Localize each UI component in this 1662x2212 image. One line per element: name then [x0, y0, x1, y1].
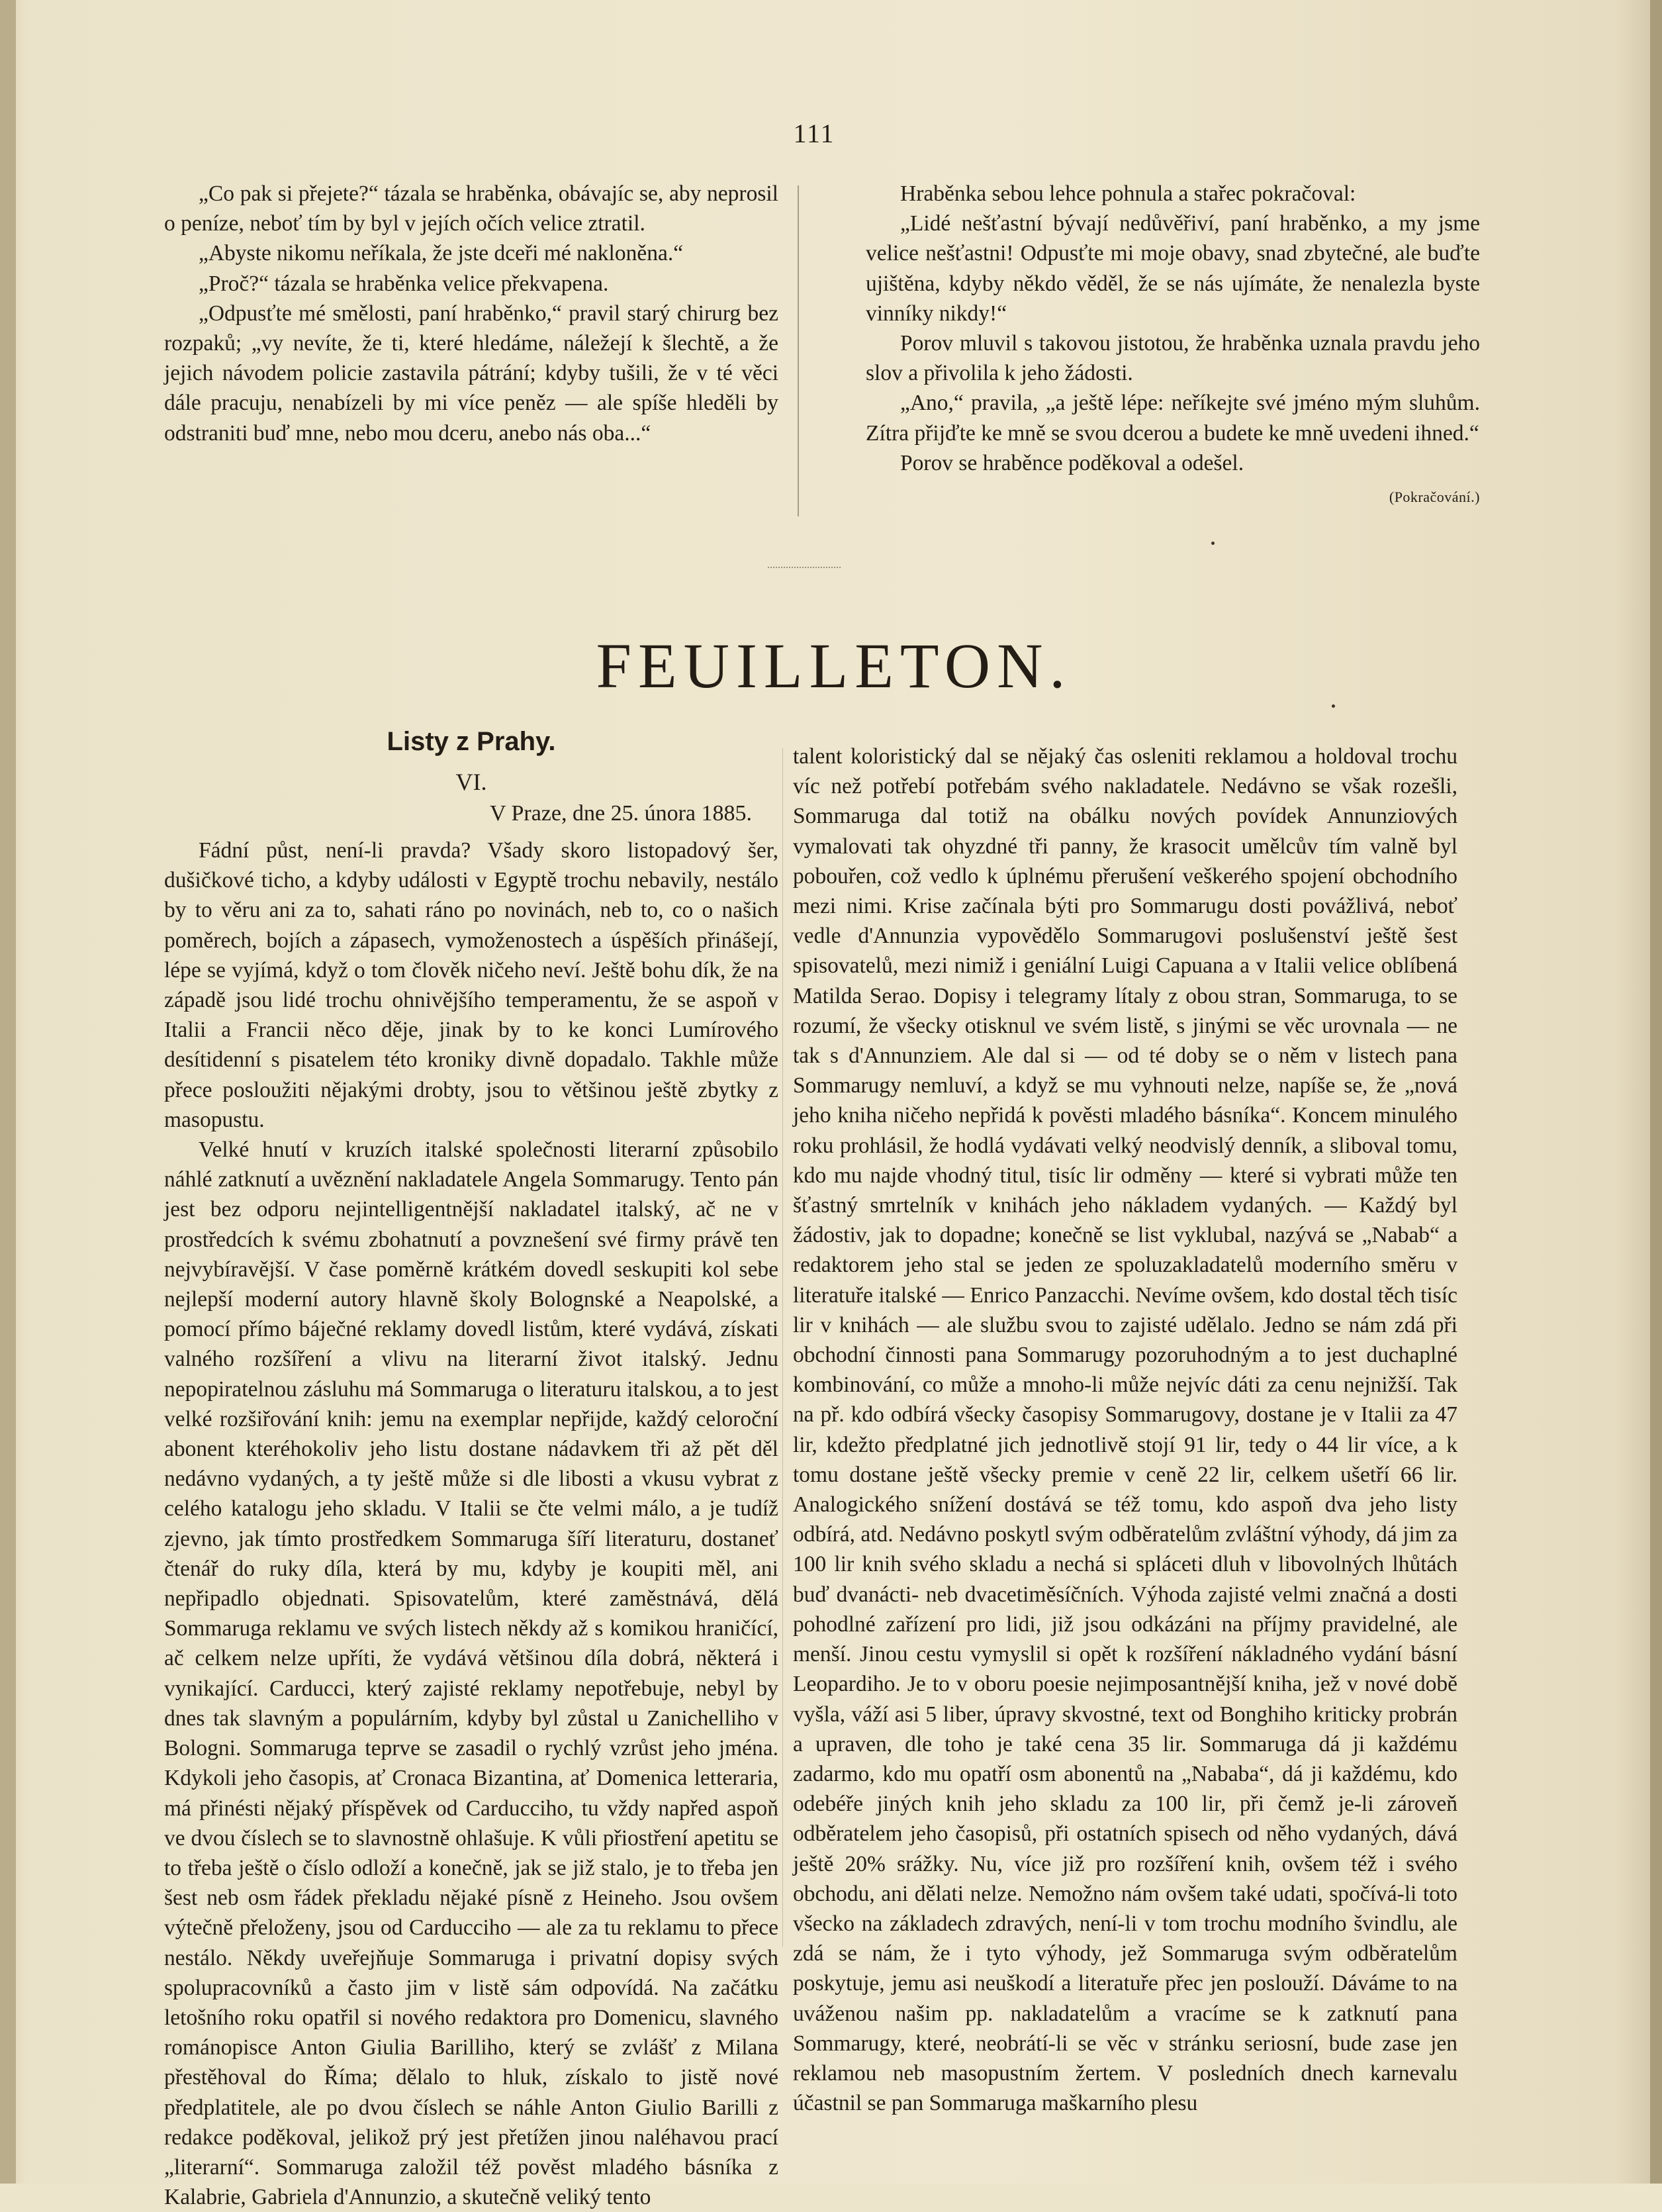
- page-number: 111: [793, 119, 835, 148]
- page-binding-edge: [0, 0, 16, 2184]
- story-paragraph: Porov se hraběnce poděkoval a odešel.: [900, 450, 1244, 475]
- print-speck: [1332, 704, 1335, 708]
- feuilleton-paragraph: Velké hnutí v kruzích italské společnosti literarní způsobilo náhlé zatknutí a uvěznění nakladatele Angela Sommarugy. Tento pán jest bez odporu nejintelligentnější nakladatel italský, ač ne v prostředcích k svému zbohatnutí a povznešení své firmy právě ten nejvybíravější. V čase poměrně krátkém dovedl seskupiti kol sebe nejlepší moderní autory hlavně školy Bolognské a Neapolské, a pomocí přímo báječné reklamy dovedl listům, které vydává, získati valného rozšíření a vlivu na literarní život italský. Jednu nepopiratelnou zásluhu má Sommaruga o literaturu italskou, a to jest velké rozšiřování knih: jemu na exemplar nepřijde, každý celoroční abonent kteréhokoliv jeho listu dostane nádavkem tři až pět děl nedávno vydaných, a ty ještě může si dle libosti a vkusu vybrat z celého katalogu jeho skladu. V Italii se čte velmi málo, a je tudíž zjevno, jak tímto prostředkem Sommaruga šíří literaturu, dostaneť čtenář do ruky díla, která by mu, kdyby je koupiti měl, ani nepřipadlo objednati. Spisovatelům, které zaměstnává, dělá Sommaruga reklamu ve svých listech někdy až s komikou hraničící, ač celkem nelze upříti, že vydává většinou díla dobrá, některá i vynikající. Carducci, který zajisté reklamy nepotřebuje, nebyl by dnes tak slavným a populárním, kdyby byl zůstal u Zanichelliho v Bologni. Sommaruga teprve se zasadil o rychlý vzrůst jeho jména. Kdykoli jeho časopis, ať Cronaca Bizantina, ať Domenica letteraria, má přinésti nějaký příspěvek od Carducciho, tu vždy napřed aspoň ve dvou číslech se to slavnostně ohlašuje. K vůli přiostření apetitu se to třeba ještě o číslo odloží a konečně, jak se již stalo, je to třeba jen šest neb osm řádek překladu nějaké písně z Heineho. Jsou ovšem výtečně přeloženy, jsou od Carducciho — ale za tu reklamu to přece nestálo. Někdy uveřejňuje Sommaruga i privatní dopisy svých spolupracovníků a často jim v listě sám odpovídá. Na začátku letošního roku opatřil si nového redaktora pro Domenicu, slavného románopisce Anton Giulia Barilliho, který se zvlášť z Milana přestěhoval do Říma; dělalo to hluk, získalo to jistě nové předplatitele, ale po dvou číslech se náhle Anton Giulio Barilli z redakce poděkoval, jelikož prý jest přetížen jinou naléhavou prací „literarní“. Sommaruga založil též pověst mladého básníka z Kalabrie, Gabriela d'Annunzio, a skutečně veliký tento: [164, 1137, 778, 2210]
- feuilleton-heading: FEUILLETON.: [596, 630, 1072, 701]
- feuilleton-column-right: [793, 742, 1457, 2118]
- article-number: VI.: [455, 769, 487, 795]
- story-paragraph: Porov mluvil s takovou jistotou, že hraběnka uznala pravdu jeho slov a přivolila k jeho žádosti.: [866, 331, 1480, 386]
- feuilleton-paragraph: Fádní půst, není-li pravda? Všady skoro listopadový šer, dušičkové ticho, a kdyby události v Egyptě trochu nebavily, nestálo by to věru ani za to, sahati ráno po novinách, neb to, co o našich poměrech, bojích a zápasech, vymoženostech a úspěších přinášejí, lépe se vyjímá, když o tom člověk ničeho neví. Ještě bohu dík, že na západě jsou lidé trochu ohnivějšího temperamentu, že se aspoň v Italii a Francii něco děje, jinak by to ke konci Lumírového desítidenní s pisatelem této kroniky divně dopadalo. Takhle může přece posloužiti nějakými drobty, jsou to většinou ještě zbytky z masopustu.: [164, 838, 778, 1132]
- story-paragraph: „Co pak si přejete?“ tázala se hraběnka, obávajíc se, aby neprosil o peníze, neboť tím by byl v jejích očích velice ztratil.: [164, 181, 778, 236]
- continuation-note: (Pokračování.): [1389, 489, 1480, 506]
- dateline: V Praze, dne 25. února 1885.: [490, 801, 752, 826]
- story-paragraph: „Odpusťte mé smělosti, paní hraběnko,“ pravil starý chirurg bez rozpaků; „vy nevíte, že ti, které hledáme, náležejí k šlechtě, a že jejich návodem policie zastavila pátrání; kdyby tušili, že v té věci dále pracuju, nenabízeli by mi více peněz — ale spíše hleděli by odstraniti buď mne, nebo mou dceru, anebo nás oba...“: [164, 301, 778, 446]
- article-title: Listy z Prahy.: [387, 727, 556, 756]
- story-paragraph: „Proč?“ tázala se hraběnka velice překvapena.: [199, 271, 609, 296]
- story-column-right: [866, 179, 1480, 512]
- page-outer-edge: [1650, 0, 1662, 2184]
- story-paragraph: „Lidé nešťastní bývají nedůvěřiví, paní hraběnko, a my jsme velice nešťastni! Odpusťte mi moje obavy, snad zbytečné, ale buďte ujištěna, kdyby někdo věděl, že se nás ujímáte, že nenalezla byste vinníky nikdy!“: [866, 211, 1480, 326]
- story-paragraph: „Abyste nikomu neříkala, že jste dceři mé nakloněna.“: [199, 241, 684, 266]
- story-paragraph: Hraběnka sebou lehce pohnula a stařec pokračoval:: [900, 181, 1356, 206]
- story-column-left: [164, 179, 778, 448]
- feuilleton-column-left: [164, 836, 778, 2212]
- feuilleton-paragraph: talent koloristický dal se nějaký čas osleniti reklamou a holdoval trochu víc než potřebí potřebám svého nakladatele. Nedávno se však rozešli, Sommaruga dal totiž na obálku nových povídek Annunziových vymalovati tak ohyzdné tři panny, že krasocit umělcův tím valně byl pobouřen, což vedlo k úplnému přerušení veškerého spojení obchodního mezi nimi. Krise začínala býti pro Sommarugu dosti povážlivá, neboť vedle d'Annunzia vypovědělo Sommarugovi poslušenství ještě šest spisovatelů, mezi nimiž i geniální Luigi Capuana a v Italii velice oblíbená Matilda Serao. Dopisy i telegramy lítaly z obou stran, Sommaruga, to se rozumí, že všecky otisknul ve svém listě, s jinými se věc urovnala — ne tak s d'Annunziem. Ale dal si — od té doby se o něm v listech pana Sommarugy nemluví, a když se mu vyhnouti nelze, napíše se, že „nová jeho kniha ničeho nepřidá k pověsti mladého básníka“. Koncem minulého roku prohlásil, že hodlá vydávati velký neodvislý denník, a sliboval tomu, kdo mu najde vhodný titul, tisíc lir odměny — které si vybrati může ten šťastný smrtelník v knihách jeho nákladem vydaných. — Každý byl žádostiv, jak to dopadne; konečně se list vyklubal, nazývá se „Nabab“ a redaktorem jeho stal se jeden ze spoluzakladatelů moderního směru v literatuře italské — Enrico Panzacchi. Nevíme ovšem, kdo dostal těch tisíc lir v knihách — ale službu svou to zajisté udělalo. Jedno se nám zdá při obchodní činnosti pana Sommarugy pozoruhodným a to jest duchaplné kombinování, co může a mnoho-li může nejvíc dáti za cenu nejnižší. Tak na př. kdo odbírá všecky časopisy Sommarugovy, dostane je v Italii za 47 lir, kdežto předplatné jich jednotlivě stojí 91 lir, tedy o 44 lir více, a k tomu dostane ještě všecky premie v ceně 22 lir, celkem ušetří 66 lir. Analogického snížení dostává se též tomu, kdo aspoň dva jeho listy odbírá, atd. Nedávno poskytl svým odběratelům zvláštní výhody, dá jim za 100 lir knih svého skladu a nechá si spláceti dluh v libovolných lhůtách buď dvanácti- neb dvacetiměsíčních. Výhoda zajisté velmi značná a dosti pohodlné zařízení pro lidi, již jsou odkázáni na příjmy pravidelné, ale menší. Jinou cestu vymyslil si opět k rozšíření nákladného vydání básní Leopardiho. Je to v oboru poesie nejimposantnější kniha, jež v nové době vyšla, váží asi 5 liber, úpravy skvostné, text od Bonghiho kriticky probrán a upraven, dle toho je také cena 35 lir. Sommaruga dá ji každému zadarmo, kdo mu opatří osm abonentů na „Nababa“, dá ji každému, kdo odebéře jiných knih jeho skladu za 100 lir, při čemž je-li zároveň odběratelem jeho časopisů, při ostatních spisech od něho vydaných, dává ještě 20% srážky. Nu, více již pro rozšíření knih, ovšem též i svého obchodu, ani dělati nelze. Nemožno nám ovšem také udati, spočívá-li toto všecko na základech zdravých, není-li v tom trochu modního švindlu, ale zdá se nám, že i tyto výhody, jež Sommaruga svým odběratelům poskytuje, jemu asi neuškodí a literatuře přec jen poslouží. Dáváme to na uváženou našim pp. nakladatelům a vracíme se k zatknutí pana Sommarugy, které, neobrátí-li se věc v stránku seriosní, bude zase jen reklamou neb masopustním žertem. V posledních dnech karnevalu účastnil se pan Sommaruga maškarního plesu: [793, 744, 1457, 2116]
- column-divider: [798, 185, 799, 516]
- column-divider: [782, 748, 783, 1947]
- story-paragraph: „Ano,“ pravila, „a ještě lépe: neříkejte své jméno mým sluhům. Zítra přijďte ke mně se svou dcerou a budete ke mně uvedeni ihned.“: [866, 391, 1480, 446]
- section-separator: [768, 567, 841, 571]
- print-speck: [1211, 542, 1215, 545]
